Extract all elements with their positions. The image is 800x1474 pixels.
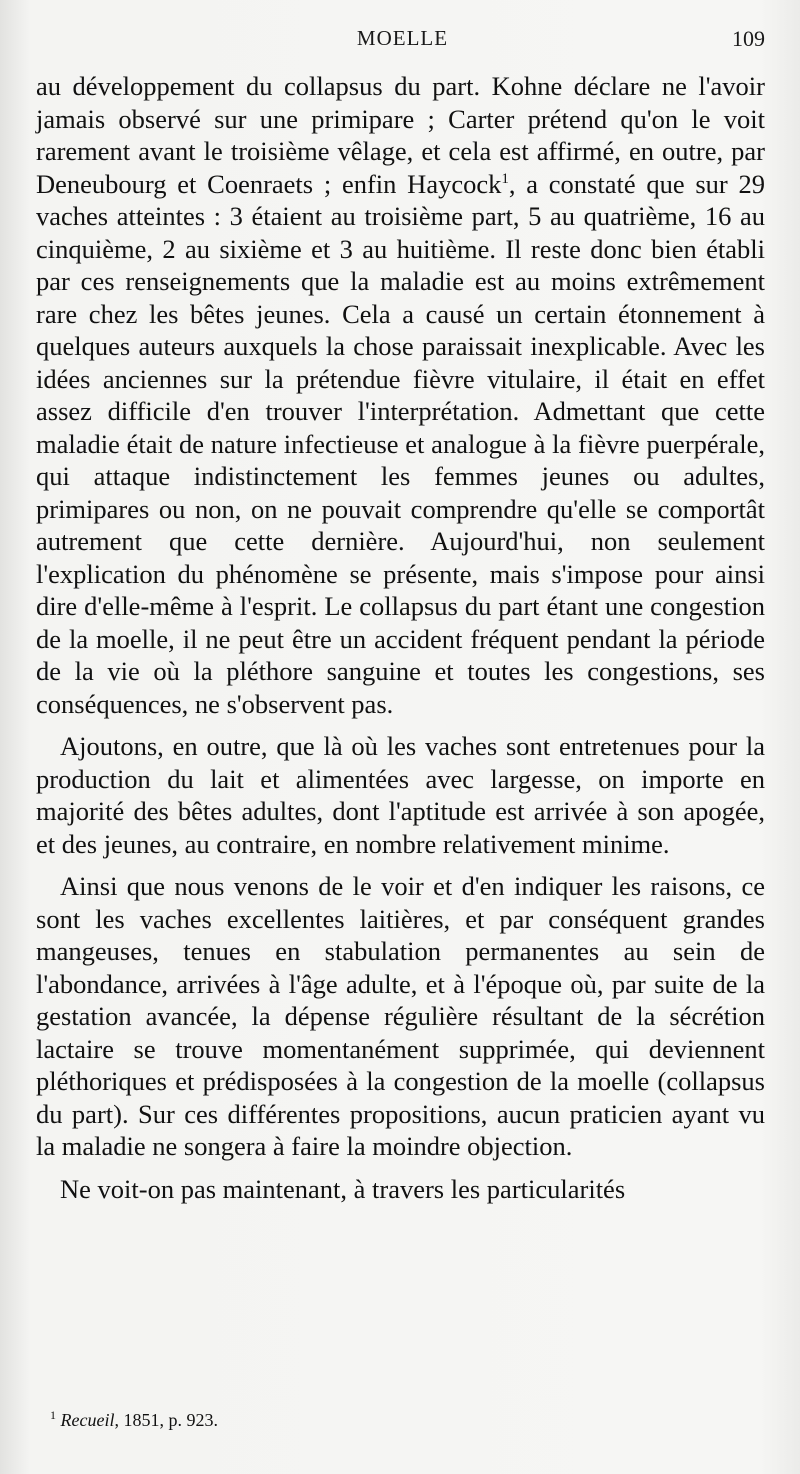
footnote-marker: 1 (50, 1408, 56, 1422)
footnote-details: , 1851, p. 923. (114, 1410, 218, 1430)
body-text (36, 70, 765, 1205)
paragraph-1-text-b: , a constaté que sur 29 vaches atteintes : 3 étaient au troisième part, 5 au quatrième, 16 au cinquième, 2 au sixième et 3 au huitième. Il reste donc bien établi par ces renseignements que la maladie est au moins extrêmement rare chez les bêtes jeunes. Cela a causé un certain étonnement à quelques auteurs auxquels la chose paraissait inexplicable. Avec les idées anciennes sur la prétendue fièvre vitulaire, il était en effet assez difficile d'en trouver l'interprétation. Admettant que cette maladie était de nature infectieuse et analogue à la fièvre puerpérale, qui attaque indistinctement les femmes jeunes ou adultes, primipares ou non, on ne pouvait comprendre qu'elle se comportât autrement que cette dernière. Aujourd'hui, non seulement l'explication du phénomène se présente, mais s'impose pour ainsi dire d'elle-même à l'esprit. Le collapsus du part étant une congestion de la moelle, il ne peut être un accident fréquent pendant la période de la vie où la pléthore sanguine et toutes les congestions, ses conséquences, ne s'observent pas. (36, 168, 765, 719)
running-head: MOELLE (356, 26, 449, 50)
paragraph-4: Ne voit-on pas maintenant, à travers les particularités (60, 1173, 626, 1204)
paragraph-1-text-a: au développement du collapsus du part. Kohne déclare ne l'avoir jamais observé sur une primipare ; Carter prétend qu'on le voit rarement avant le troisième vêlage, et cela est affirmé, en outre, par Deneubourg et Coenraets ; enfin Haycock (36, 71, 765, 199)
footnote (50, 1408, 750, 1431)
paragraph-1 (36, 70, 765, 720)
paragraph-2: Ajoutons, en outre, que là où les vaches sont entretenues pour la production du lait et alimentées avec largesse, on importe en majorité des bêtes adultes, dont l'aptitude est arrivée à son apogée, et des jeunes, au contraire, en nombre relativement minime. (36, 731, 765, 859)
footnote-source: Recueil (60, 1410, 115, 1430)
paragraph-3: Ainsi que nous venons de le voir et d'en indiquer les raisons, ce sont les vaches excellentes laitières, et par conséquent grandes mangeuses, tenues en stabulation permanentes au sein de l'abondance, arrivées à l'âge adulte, et à l'époque où, par suite de la gestation avancée, la dépense régulière résultant de la sécrétion lactaire se trouve momentanément supprimée, qui deviennent pléthoriques et prédisposées à la congestion de la moelle (collapsus du part). Sur ces différentes propositions, aucun praticien ayant vu la maladie ne songera à faire la moindre objection. (36, 871, 765, 1161)
page-header (40, 26, 765, 66)
footnote-reference: 1 (501, 170, 509, 187)
page-number: 109 (732, 26, 765, 51)
